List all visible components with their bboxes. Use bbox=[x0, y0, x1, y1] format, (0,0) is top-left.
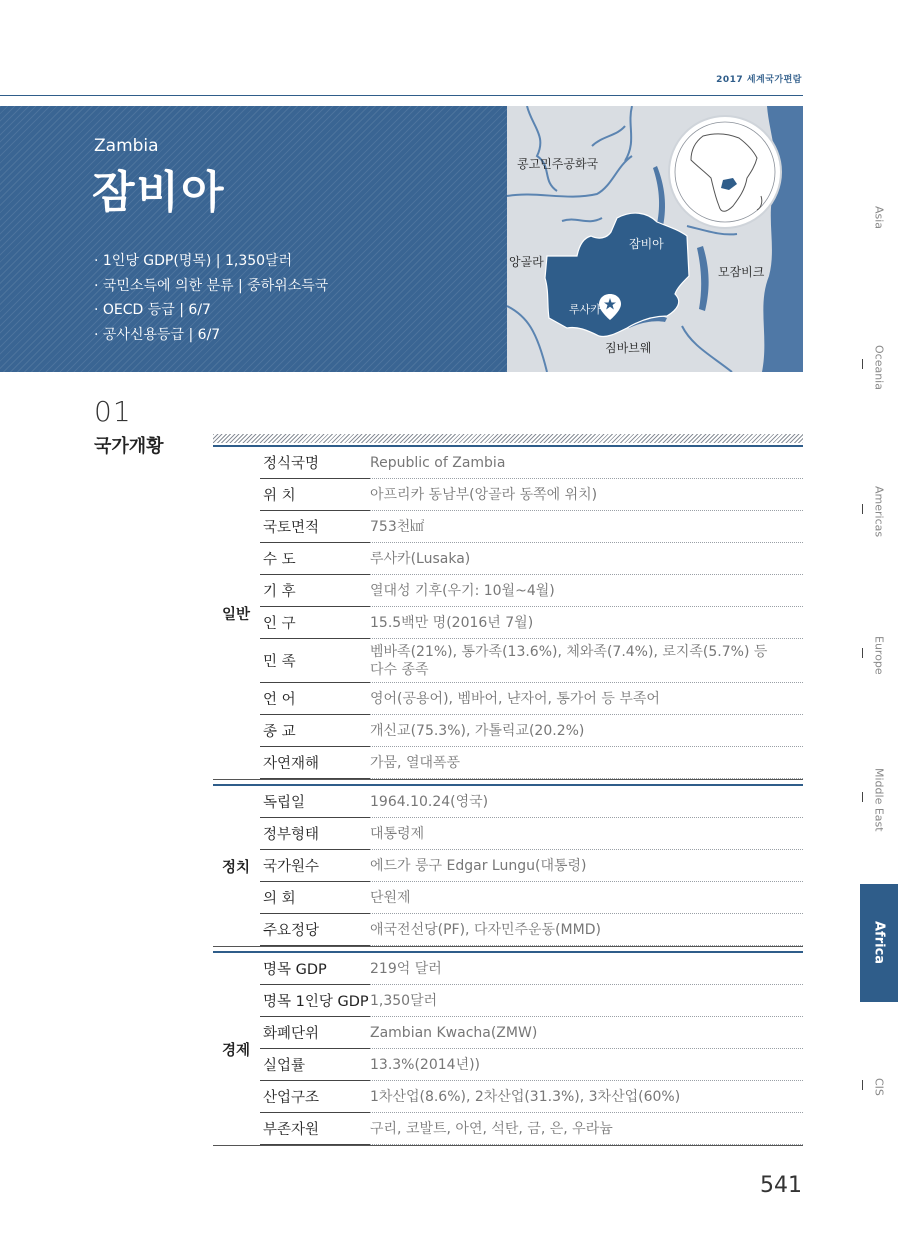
side-nav-asia[interactable] bbox=[860, 206, 898, 229]
group-end-rule bbox=[213, 1145, 803, 1146]
row-key: 기 후 bbox=[260, 575, 370, 606]
row-key: 수 도 bbox=[260, 543, 370, 574]
map-label-angola: 앙골라 bbox=[509, 255, 544, 269]
location-map bbox=[507, 106, 803, 372]
map-label-drc: 콩고민주공화국 bbox=[517, 157, 599, 171]
side-nav-europe[interactable] bbox=[860, 636, 898, 675]
side-nav-label: Oceania bbox=[872, 345, 886, 390]
row-key: 명목 GDP bbox=[260, 953, 370, 984]
table-row bbox=[260, 575, 803, 607]
table-row bbox=[260, 882, 803, 914]
table-row bbox=[260, 985, 803, 1017]
row-value: 1차산업(8.6%), 2차산업(31.3%), 3차산업(60%) bbox=[370, 1088, 681, 1105]
side-nav-americas[interactable] bbox=[860, 486, 898, 537]
country-name-en: Zambia bbox=[94, 136, 159, 156]
row-value: 753천㎢ bbox=[370, 518, 425, 535]
table-row bbox=[260, 953, 803, 985]
table-row bbox=[260, 447, 803, 479]
row-key: 국가원수 bbox=[260, 850, 370, 881]
row-value: Republic of Zambia bbox=[370, 454, 506, 471]
row-value: 대통령제 bbox=[370, 825, 425, 842]
side-nav-middle-east[interactable] bbox=[860, 768, 898, 832]
row-key: 주요정당 bbox=[260, 914, 370, 945]
row-value: 13.3%(2014년)) bbox=[370, 1056, 481, 1073]
group-label: 정치 bbox=[221, 860, 250, 876]
section-number: 01 bbox=[94, 395, 132, 428]
row-value: 1964.10.24(영국) bbox=[370, 793, 489, 810]
side-nav-label: Africa bbox=[871, 921, 887, 965]
table-row bbox=[260, 683, 803, 715]
row-key: 독립일 bbox=[260, 786, 370, 817]
row-key: 실업률 bbox=[260, 1049, 370, 1080]
row-value: 가뭄, 열대폭풍 bbox=[370, 754, 461, 771]
side-nav-tick bbox=[862, 648, 863, 658]
side-nav-label: Europe bbox=[872, 636, 886, 675]
section-hatch-rule bbox=[213, 434, 803, 443]
row-value: 애국전선당(PF), 다자민주운동(MMD) bbox=[370, 921, 601, 938]
table-row bbox=[260, 1081, 803, 1113]
map-label-zambia: 잠비아 bbox=[629, 237, 664, 251]
side-nav-tick bbox=[862, 1080, 863, 1090]
row-key: 자연재해 bbox=[260, 747, 370, 778]
side-nav-oceania[interactable] bbox=[860, 345, 898, 390]
row-key: 인 구 bbox=[260, 607, 370, 638]
group-politics bbox=[213, 784, 803, 947]
group-label: 일반 bbox=[221, 607, 250, 623]
row-key: 종 교 bbox=[260, 715, 370, 746]
globe-inset-icon bbox=[669, 116, 781, 228]
table-row bbox=[260, 786, 803, 818]
table-row bbox=[260, 639, 803, 683]
row-value: 영어(공용어), 벰바어, 냔자어, 통가어 등 부족어 bbox=[370, 690, 660, 707]
row-key: 위 치 bbox=[260, 479, 370, 510]
side-nav-tick bbox=[862, 504, 863, 514]
side-nav-label: Americas bbox=[872, 486, 886, 538]
row-key: 산업구조 bbox=[260, 1081, 370, 1112]
row-key: 국토면적 bbox=[260, 511, 370, 542]
side-nav-cis[interactable] bbox=[860, 1078, 898, 1096]
fact-credit: · 공사신용등급 | 6/7 bbox=[94, 326, 221, 343]
row-value: 단원제 bbox=[370, 889, 411, 906]
group-general bbox=[213, 445, 803, 780]
fact-gdp: · 1인당 GDP(명목) | 1,350달러 bbox=[94, 253, 293, 269]
table-row bbox=[260, 511, 803, 543]
table-row bbox=[260, 747, 803, 779]
row-value: Zambian Kwacha(ZMW) bbox=[370, 1024, 538, 1041]
map-label-mozambique: 모잠비크 bbox=[718, 265, 765, 279]
key-facts bbox=[94, 249, 328, 347]
row-value: 루사카(Lusaka) bbox=[370, 550, 471, 567]
side-nav-label: Asia bbox=[872, 206, 886, 230]
table-row bbox=[260, 715, 803, 747]
table-row bbox=[260, 479, 803, 511]
side-nav-tick bbox=[862, 359, 863, 369]
fact-oecd: · OECD 등급 | 6/7 bbox=[94, 302, 211, 318]
country-name-ko: 잠비아 bbox=[92, 167, 226, 218]
side-nav-label: CIS bbox=[872, 1078, 886, 1096]
row-key: 언 어 bbox=[260, 683, 370, 714]
row-key: 정부형태 bbox=[260, 818, 370, 849]
section-title: 국가개황 bbox=[94, 436, 164, 457]
map-label-lusaka: 루사카 bbox=[569, 303, 601, 316]
header-rule bbox=[0, 95, 803, 96]
row-key: 민 족 bbox=[260, 639, 370, 682]
page-number: 541 bbox=[760, 1173, 802, 1198]
table-row bbox=[260, 607, 803, 639]
row-value: 1,350달러 bbox=[370, 992, 438, 1009]
table-row bbox=[260, 543, 803, 575]
row-key: 정식국명 bbox=[260, 447, 370, 478]
row-value: 구리, 코발트, 아연, 석탄, 금, 은, 우라늄 bbox=[370, 1120, 613, 1137]
row-value: 219억 달러 bbox=[370, 960, 442, 977]
row-value: 벰바족(21%), 통가족(13.6%), 체와족(7.4%), 로지족(5.7%) 등 다수 종족 bbox=[370, 643, 768, 678]
table-row bbox=[260, 1017, 803, 1049]
side-nav-tick bbox=[862, 792, 863, 802]
table-row bbox=[260, 914, 803, 946]
table-row bbox=[260, 1113, 803, 1145]
table-row bbox=[260, 818, 803, 850]
overview-table bbox=[213, 445, 803, 1146]
row-value: 아프리카 동남부(앙골라 동쪽에 위치) bbox=[370, 486, 598, 503]
row-value: 열대성 기후(우기: 10월~4월) bbox=[370, 582, 555, 599]
side-nav-africa[interactable] bbox=[860, 884, 898, 1002]
row-key: 화폐단위 bbox=[260, 1017, 370, 1048]
group-label: 경제 bbox=[221, 1043, 250, 1059]
table-row bbox=[260, 1049, 803, 1081]
side-nav-label: Middle East bbox=[872, 768, 886, 832]
group-end-rule bbox=[213, 779, 803, 780]
group-end-rule bbox=[213, 946, 803, 947]
group-economy bbox=[213, 951, 803, 1146]
fact-income-class: · 국민소득에 의한 분류 | 중하위소득국 bbox=[94, 277, 329, 294]
row-key: 의 회 bbox=[260, 882, 370, 913]
row-value: 개신교(75.3%), 가톨릭교(20.2%) bbox=[370, 722, 585, 739]
row-value: 에드가 룽구 Edgar Lungu(대통령) bbox=[370, 857, 587, 874]
row-key: 명목 1인당 GDP bbox=[260, 985, 370, 1016]
country-hero bbox=[0, 106, 507, 372]
map-label-zimbabwe: 짐바브웨 bbox=[605, 341, 652, 355]
book-title: 2017 세계국가편람 bbox=[716, 75, 802, 85]
table-row bbox=[260, 850, 803, 882]
row-key: 부존자원 bbox=[260, 1113, 370, 1144]
row-value: 15.5백만 명(2016년 7월) bbox=[370, 614, 534, 631]
region-side-nav bbox=[860, 0, 898, 1240]
